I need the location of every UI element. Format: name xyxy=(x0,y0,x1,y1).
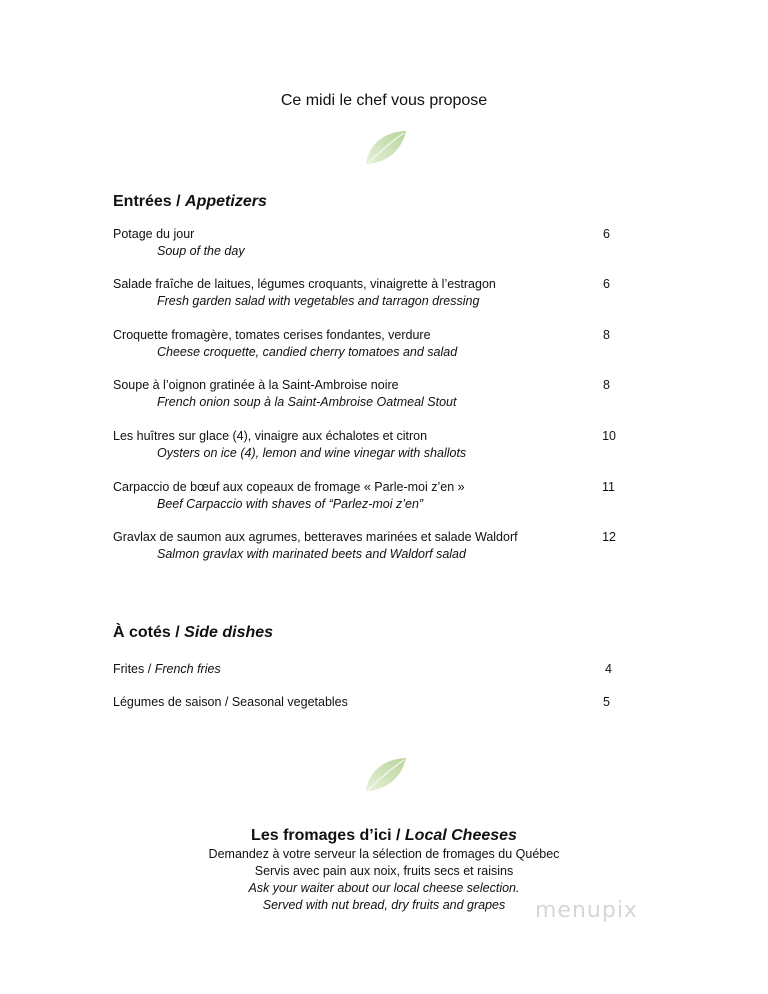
cheese-line: Ask your waiter about our local cheese selection. xyxy=(248,881,520,895)
menu-item xyxy=(113,276,623,310)
item-name-fr: Potage du jour xyxy=(113,227,195,241)
item-name-fr: Gravlax de saumon aux agrumes, betteraves marinées et salade Waldorf xyxy=(113,530,518,544)
item-name-fr: Salade fraîche de laitues, légumes croquants, vinaigrette à l’estragon xyxy=(113,277,496,291)
item-price: 12 xyxy=(602,530,616,544)
item-price: 10 xyxy=(602,429,616,443)
sides-heading-fr: À cotés / xyxy=(113,624,180,641)
item-name-en: French onion soup à la Saint-Ambroise Oatmeal Stout xyxy=(157,395,457,409)
item-name-fr: Croquette fromagère, tomates cerises fondantes, verdure xyxy=(113,328,431,342)
item-name-fr: Les huîtres sur glace (4), vinaigre aux échalotes et citron xyxy=(113,429,428,443)
menu-item xyxy=(113,529,623,563)
menu-item xyxy=(113,226,623,260)
menu-item xyxy=(113,428,623,462)
item-price: 6 xyxy=(603,227,610,241)
cheese-line: Served with nut bread, dry fruits and grapes xyxy=(262,898,506,912)
item-name-fr: Soupe à l’oignon gratinée à la Saint-Ambroise noire xyxy=(113,378,399,392)
page-title: Ce midi le chef vous propose xyxy=(280,92,488,109)
cheese-heading xyxy=(0,826,768,846)
item-price: 8 xyxy=(603,328,610,342)
cheese-line: Servis avec pain aux noix, fruits secs et raisins xyxy=(254,864,514,878)
leaf-icon xyxy=(362,755,408,795)
side-price: 5 xyxy=(603,695,610,709)
sides-heading xyxy=(113,624,273,642)
item-name-en: Beef Carpaccio with shaves of “Parlez-moi z’en” xyxy=(157,497,424,511)
item-name-en: Fresh garden salad with vegetables and tarragon dressing xyxy=(157,294,480,308)
item-price: 8 xyxy=(603,378,610,392)
leaf-icon xyxy=(362,128,408,168)
side-name-fr: Frites / xyxy=(113,662,152,676)
sides-heading-en: Side dishes xyxy=(184,624,274,641)
menu-item xyxy=(113,327,623,361)
watermark: menupix xyxy=(535,898,638,923)
item-name-en: Salmon gravlax with marinated beets and Waldorf salad xyxy=(157,547,466,561)
side-price: 4 xyxy=(605,662,612,676)
side-item xyxy=(113,661,221,678)
appetizers-heading xyxy=(113,193,267,211)
side-item xyxy=(113,694,348,711)
item-name-en: Oysters on ice (4), lemon and wine vinegar with shallots xyxy=(157,446,467,460)
item-name-fr: Carpaccio de bœuf aux copeaux de fromage « Parle-moi z’en » xyxy=(113,480,465,494)
item-price: 11 xyxy=(602,480,615,494)
cheese-line: Demandez à votre serveur la sélection de fromages du Québec xyxy=(208,847,560,861)
item-price: 6 xyxy=(603,277,610,291)
appetizers-heading-fr: Entrées / xyxy=(113,193,181,210)
side-name-en: French fries xyxy=(154,662,221,676)
menu-item xyxy=(113,377,623,411)
cheese-section xyxy=(0,826,768,914)
appetizers-heading-en: Appetizers xyxy=(185,193,267,210)
cheese-heading-en: Local Cheeses xyxy=(404,827,517,844)
menu-item xyxy=(113,479,623,513)
side-name: Légumes de saison / Seasonal vegetables xyxy=(113,695,348,709)
cheese-heading-fr: Les fromages d’ici / xyxy=(251,827,401,844)
item-name-en: Soup of the day xyxy=(157,244,245,258)
item-name-en: Cheese croquette, candied cherry tomatoes and salad xyxy=(157,345,458,359)
